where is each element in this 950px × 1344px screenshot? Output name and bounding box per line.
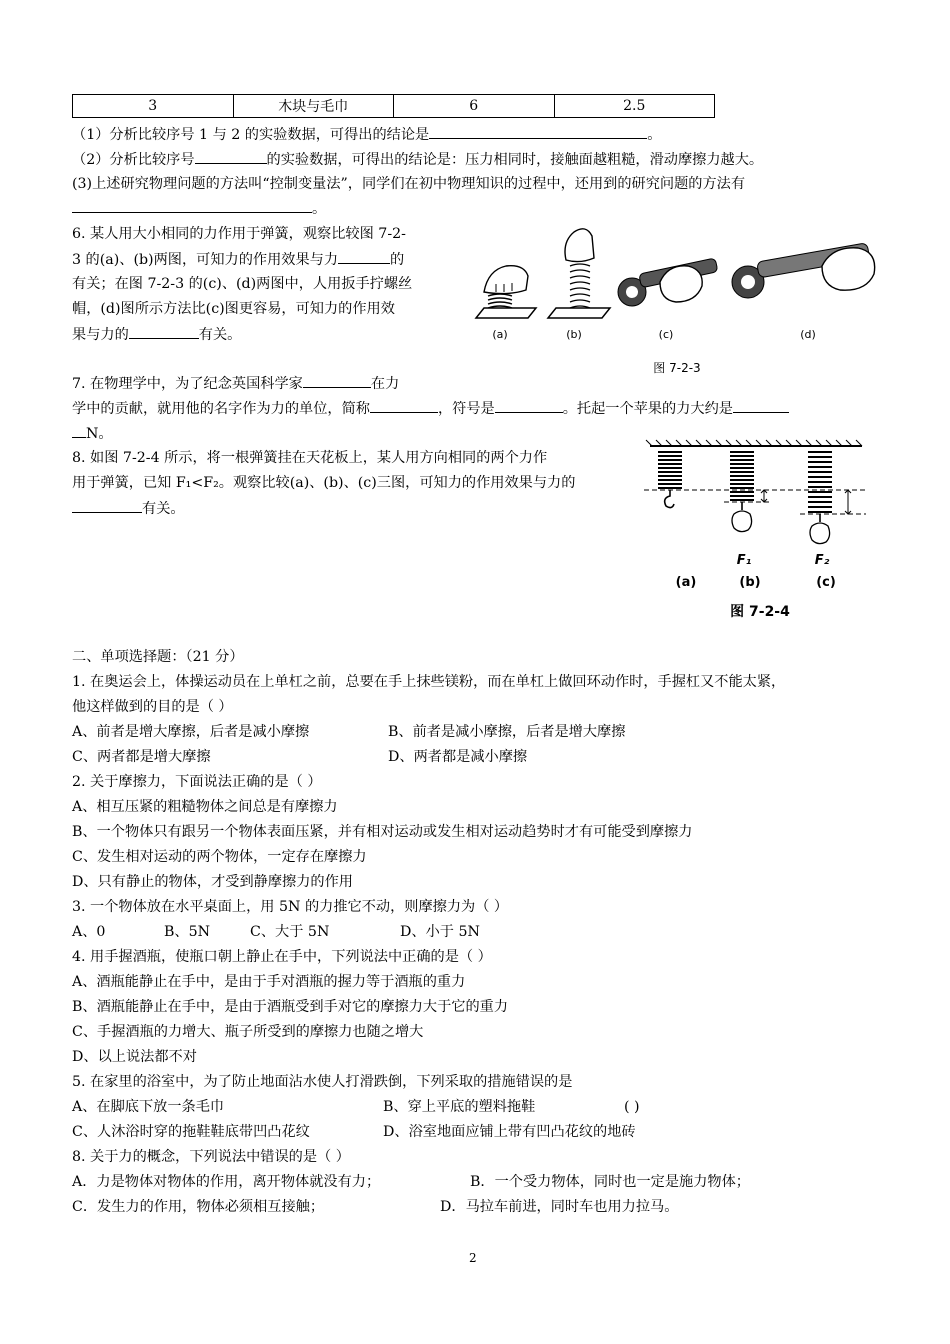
option-2d: D、只有静止的物体，才受到静摩擦力的作用 — [72, 874, 353, 890]
mc-question-4: 4. 用手握酒瓶，使瓶口朝上静止在手中，下列说法中正确的是（ ） — [72, 949, 492, 965]
figure-label-a: (a) — [675, 575, 697, 590]
answer-blank[interactable] — [195, 149, 267, 164]
figure-label-a: (a) — [492, 328, 508, 341]
table-row — [73, 95, 715, 118]
option-1d: D、两者都是减小摩擦 — [388, 749, 528, 765]
question-6-line: 帽，(d)图所示方法比(c)图更容易，可知力的作用效 — [72, 301, 395, 317]
option-4b: B、酒瓶能静止在手中，是由于酒瓶受到手对它的摩擦力大于它的重力 — [72, 999, 509, 1015]
option-8d: D．马拉车前进，同时车也用力拉马。 — [440, 1199, 679, 1215]
spring-c — [808, 452, 832, 544]
answer-blank[interactable] — [733, 398, 789, 413]
mc-question-8: 8. 关于力的概念，下列说法中错误的是（ ） — [72, 1149, 350, 1165]
ceiling — [646, 440, 862, 446]
option-1b: B、前者是减小摩擦，后者是增大摩擦 — [388, 724, 626, 740]
spring-a — [658, 452, 682, 508]
option-8a: A．力是物体对物体的作用，离开物体就没有力； — [72, 1174, 381, 1190]
question-5-part-3: (3)上述研究物理问题的方法叫“控制变量法”，同学们在初中物理知识的过程中，还用到的研究问题的方法有 — [72, 176, 746, 192]
table-cell: 2.5 — [554, 95, 715, 118]
question-5-part-2: （2）分析比较序号 的实验数据，可得出的结论是：压力相同时，接触面越粗糙，滑动摩擦力越大。 — [72, 149, 763, 170]
option-3a: A、0 — [72, 924, 106, 940]
answer-blank[interactable] — [495, 398, 563, 413]
figure-label-b: (b) — [739, 575, 761, 590]
table-cell: 木块与毛巾 — [233, 95, 394, 118]
option-4c: C、手握酒瓶的力增大、瓶子所受到的摩擦力也随之增大 — [72, 1024, 424, 1040]
answer-blank[interactable] — [303, 373, 371, 388]
figure-7-2-4 — [640, 440, 870, 630]
question-6-line: 6. 某人用大小相同的力作用于弹簧，观察比较图 7-2- — [72, 226, 406, 242]
answer-blank[interactable] — [72, 498, 142, 513]
mc-question-3: 3. 一个物体放在水平桌面上，用 5N 的力推它不动，则摩擦力为（ ） — [72, 899, 509, 915]
option-3b: B、5N — [164, 924, 211, 940]
figure-label-c: (c) — [658, 328, 674, 341]
option-2c: C、发生相对运动的两个物体，一定存在摩擦力 — [72, 849, 367, 865]
option-5a: A、在脚底下放一条毛巾 — [72, 1099, 225, 1115]
question-7-line: 学中的贡献，就用他的名字作为力的单位，简称 ，符号是 。托起一个苹果的力大约是 — [72, 398, 789, 419]
table-cell: 3 — [73, 95, 234, 118]
question-6-line: 有关；在图 7-2-3 的(c)、(d)两图中，人用扳手拧螺丝 — [72, 276, 413, 292]
answer-blank[interactable] — [429, 124, 647, 139]
answer-blank[interactable] — [72, 198, 312, 213]
reference-lines — [644, 490, 866, 514]
answer-blank[interactable] — [338, 249, 390, 264]
section-2-title: 二、单项选择题：（21 分） — [72, 649, 244, 665]
question-8-line: 有关。 — [72, 498, 185, 519]
option-4a: A、酒瓶能静止在手中，是由于手对酒瓶的握力等于酒瓶的重力 — [72, 974, 466, 990]
question-7-line: N。 — [72, 423, 113, 444]
force-f1-label: F₁ — [736, 553, 752, 568]
spring-b — [730, 452, 754, 532]
option-5b: B、穿上平底的塑料拖鞋 — [383, 1099, 536, 1115]
question-8-line: 8. 如图 7-2-4 所示，将一根弹簧挂在天花板上，某人用方向相同的两个力作 — [72, 450, 548, 466]
option-5d: D、浴室地面应铺上带有凹凸花纹的地砖 — [383, 1124, 636, 1140]
answer-blank[interactable] — [72, 423, 86, 438]
option-3c: C、大于 5N — [250, 924, 330, 940]
figure-7-2-3 — [470, 220, 890, 380]
figure-caption: 图 7-2-3 — [653, 361, 701, 375]
option-2a: A、相互压紧的粗糙物体之间总是有摩擦力 — [72, 799, 338, 815]
question-5-part-3-answer: 。 — [72, 198, 326, 219]
force-f2-label: F₂ — [814, 553, 830, 568]
figure-c-wrench-short — [618, 258, 718, 306]
figure-label-d: (d) — [800, 328, 816, 341]
figure-d-wrench-long — [732, 243, 875, 298]
figure-label-b: (b) — [566, 328, 582, 341]
question-7-line: 7. 在物理学中，为了纪念英国科学家 在力 — [72, 373, 399, 394]
answer-blank[interactable] — [129, 324, 199, 339]
option-8c: C．发生力的作用，物体必须相互接触； — [72, 1199, 325, 1215]
figure-caption: 图 7-2-4 — [730, 604, 790, 620]
answer-blank[interactable] — [370, 398, 438, 413]
question-6-line: 果与力的 有关。 — [72, 324, 241, 345]
option-4d: D、以上说法都不对 — [72, 1049, 197, 1065]
option-1a: A、前者是增大摩擦，后者是减小摩擦 — [72, 724, 310, 740]
mc-question-2: 2. 关于摩擦力，下面说法正确的是（ ） — [72, 774, 322, 790]
mc-question-5: 5. 在家里的浴室中，为了防止地面沾水使人打滑跌倒，下列采取的措施错误的是 — [72, 1074, 573, 1090]
data-table — [72, 94, 715, 118]
figure-b-pull-spring — [548, 229, 610, 318]
option-2b: B、一个物体只有跟另一个物体表面压紧，并有相对运动或发生相对运动趋势时才有可能受到摩擦力 — [72, 824, 693, 840]
question-8-line: 用于弹簧，已知 F₁<F₂。观察比较(a)、(b)、(c)三图，可知力的作用效果与力的 — [72, 475, 576, 491]
page-number: 2 — [469, 1251, 477, 1265]
mc-question-1-cont: 他这样做到的目的是（ ） — [72, 699, 233, 715]
figure-a-press-spring — [476, 266, 536, 318]
answer-parentheses: ( ) — [624, 1099, 640, 1115]
question-6-line: 3 的(a)、(b)两图，可知力的作用效果与力 的 — [72, 249, 404, 270]
option-8b: B．一个受力物体，同时也一定是施力物体； — [470, 1174, 750, 1190]
mc-question-1: 1. 在奥运会上，体操运动员在上单杠之前，总要在手上抹些镁粉，而在单杠上做回环动作时，手握杠又不能太紧， — [72, 674, 786, 690]
figure-label-c: (c) — [816, 575, 836, 590]
question-5-part-1: （1）分析比较序号 1 与 2 的实验数据，可得出的结论是 。 — [72, 124, 661, 145]
option-3d: D、小于 5N — [400, 924, 480, 940]
option-1c: C、两者都是增大摩擦 — [72, 749, 211, 765]
option-5c: C、人沐浴时穿的拖鞋鞋底带凹凸花纹 — [72, 1124, 310, 1140]
table-cell: 6 — [394, 95, 555, 118]
